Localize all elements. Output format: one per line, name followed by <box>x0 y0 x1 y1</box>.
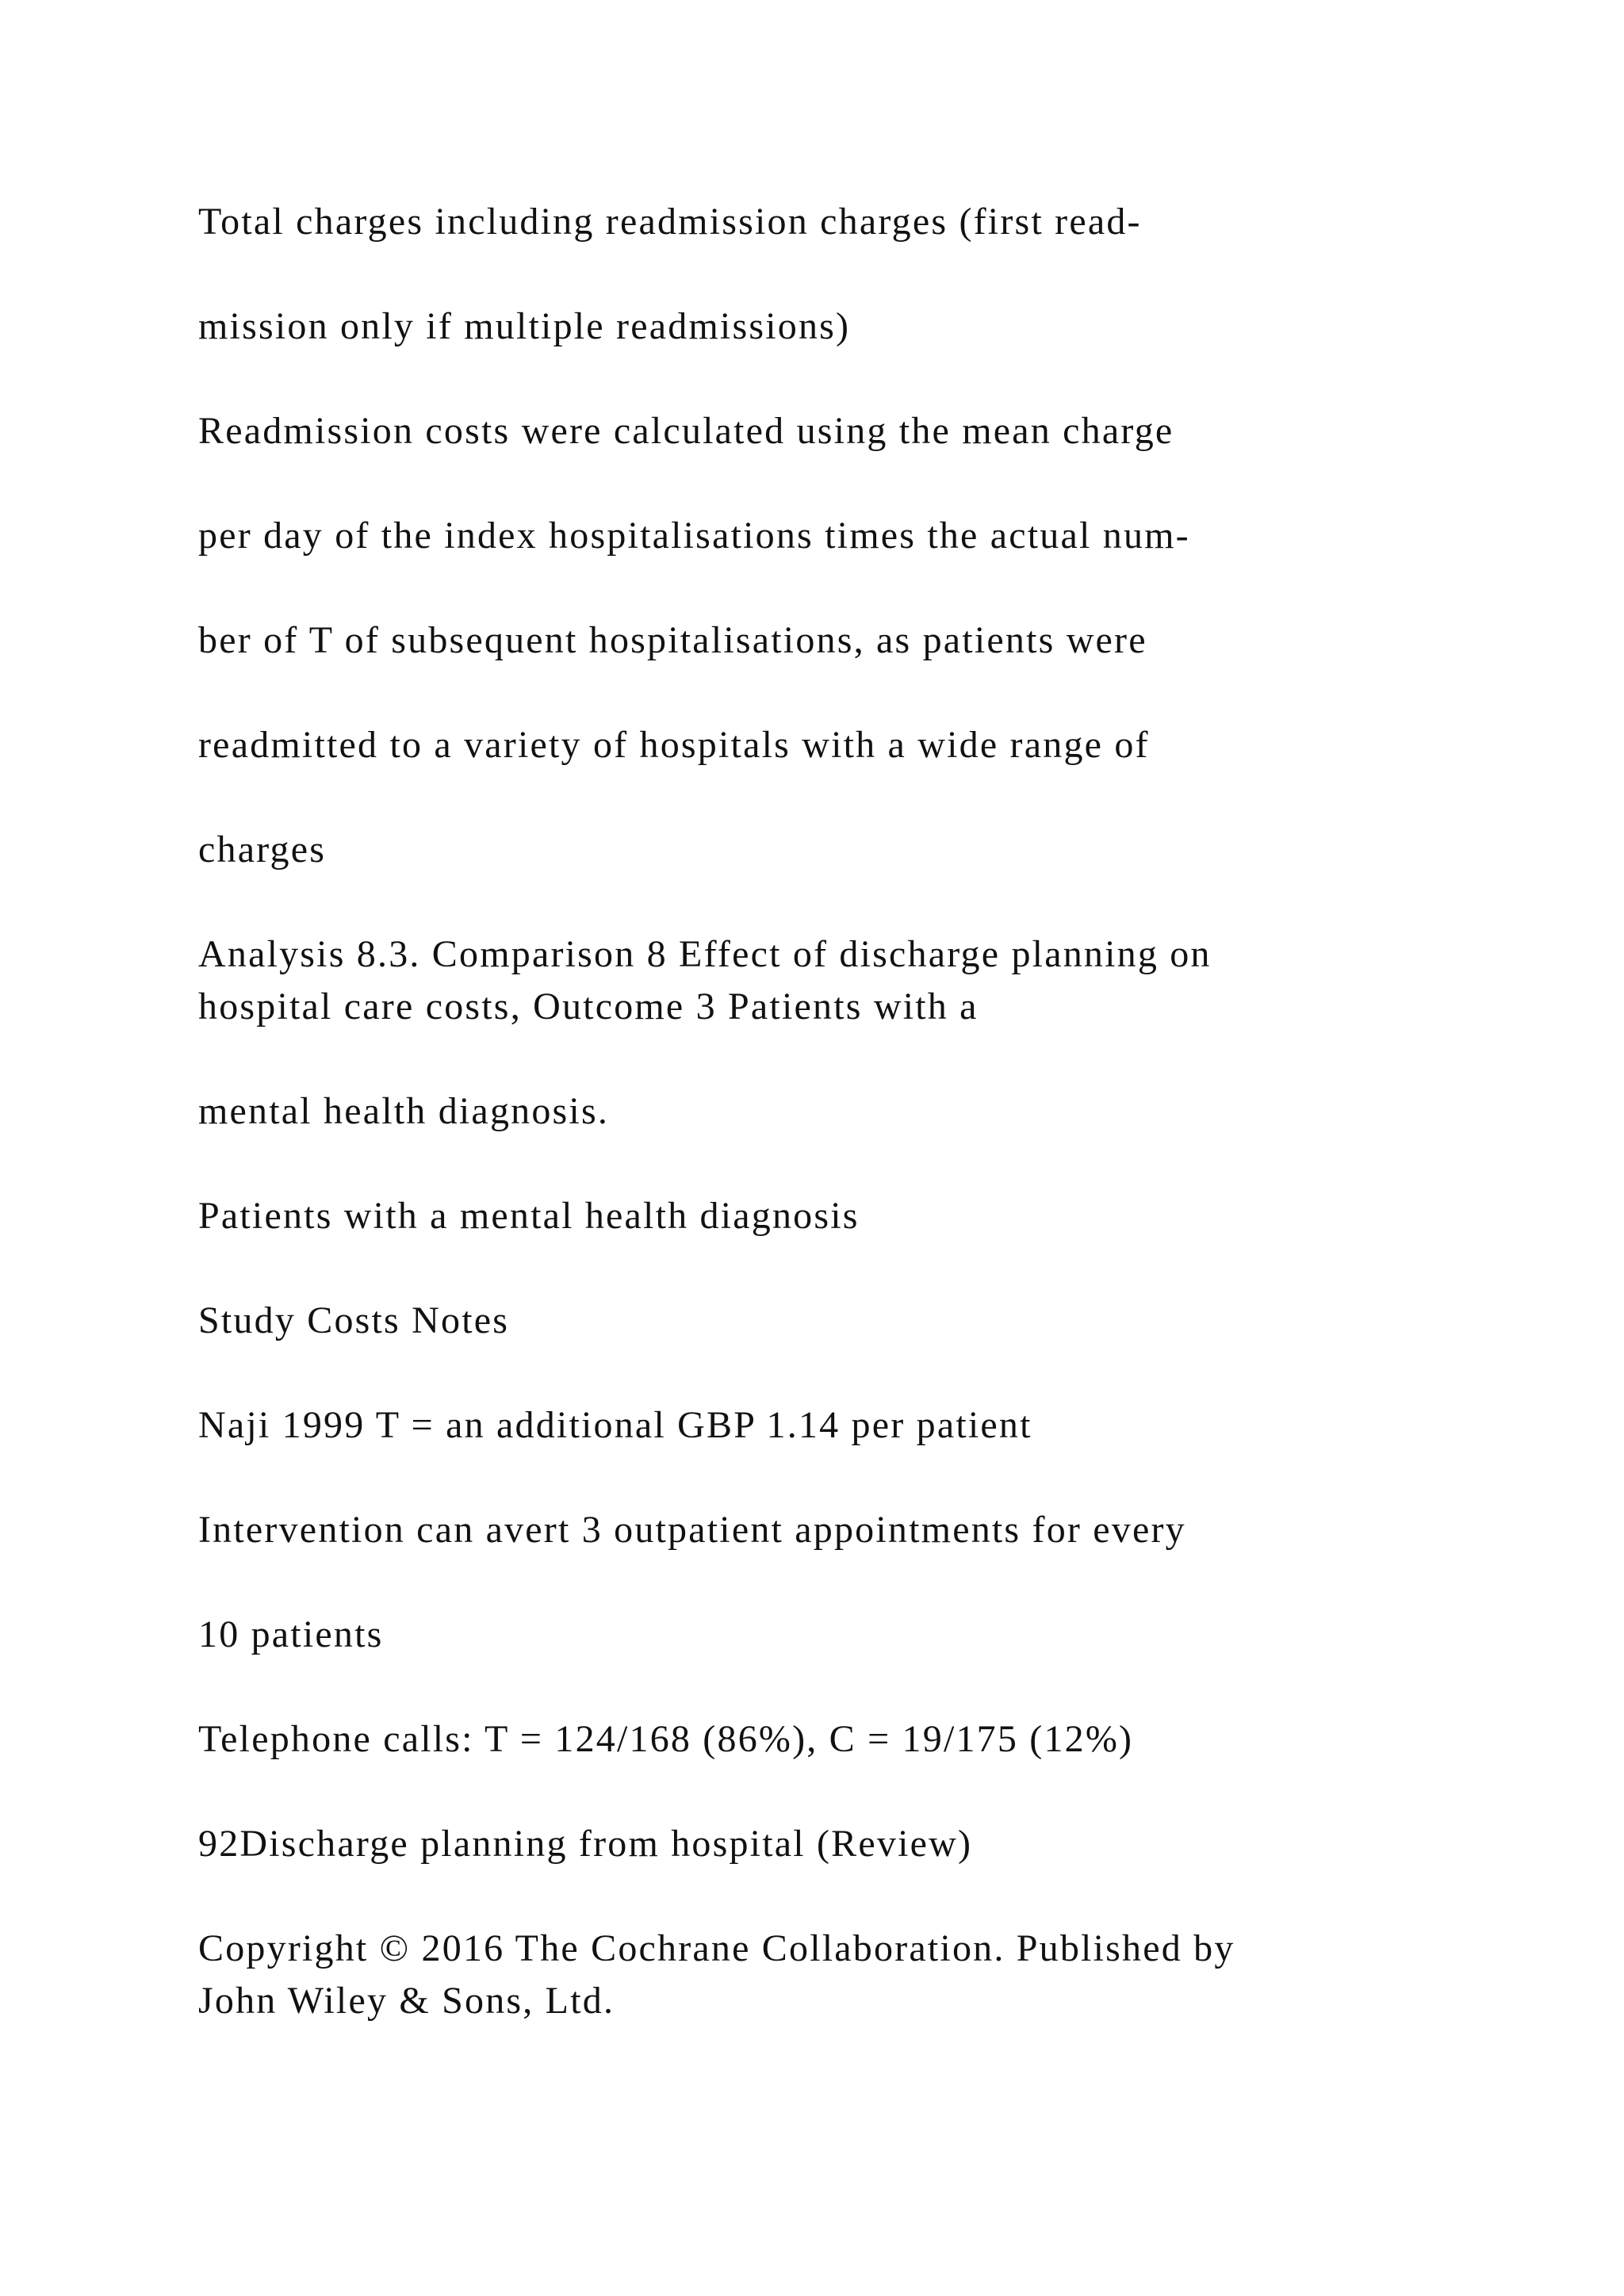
text-line: Readmission costs were calculated using the mean charge <box>198 410 1174 452</box>
analysis-heading-line-1: Analysis 8.3. Comparison 8 Effect of discharge planning on <box>198 933 1212 975</box>
copyright-line-1: Copyright © 2016 The Cochrane Collaboration. Published by <box>198 1927 1235 1969</box>
analysis-heading-line-3: mental health diagnosis. <box>198 1090 610 1132</box>
analysis-heading-line-2: hospital care costs, Outcome 3 Patients with a <box>198 985 979 1027</box>
page-footer-title: 92Discharge planning from hospital (Review) <box>198 1823 973 1865</box>
text-line: mission only if multiple readmissions) <box>198 305 851 347</box>
text-line: Total charges including readmission charges (first read- <box>198 201 1142 243</box>
table-caption: Patients with a mental health diagnosis <box>198 1195 860 1237</box>
text-line: Intervention can avert 3 outpatient appointments for every <box>198 1509 1186 1551</box>
text-line: readmitted to a variety of hospitals with a wide range of <box>198 724 1150 766</box>
text-line: Telephone calls: T = 124/168 (86%), C = 19/175 (12%) <box>198 1718 1134 1760</box>
table-row: Naji 1999 T = an additional GBP 1.14 per patient <box>198 1404 1032 1446</box>
table-header: Study Costs Notes <box>198 1299 510 1341</box>
copyright-line-2: John Wiley & Sons, Ltd. <box>198 1980 615 2022</box>
text-line: per day of the index hospitalisations times the actual num- <box>198 515 1190 557</box>
text-line: ber of T of subsequent hospitalisations, as patients were <box>198 619 1147 661</box>
text-line: 10 patients <box>198 1613 384 1655</box>
text-line: charges <box>198 828 327 871</box>
